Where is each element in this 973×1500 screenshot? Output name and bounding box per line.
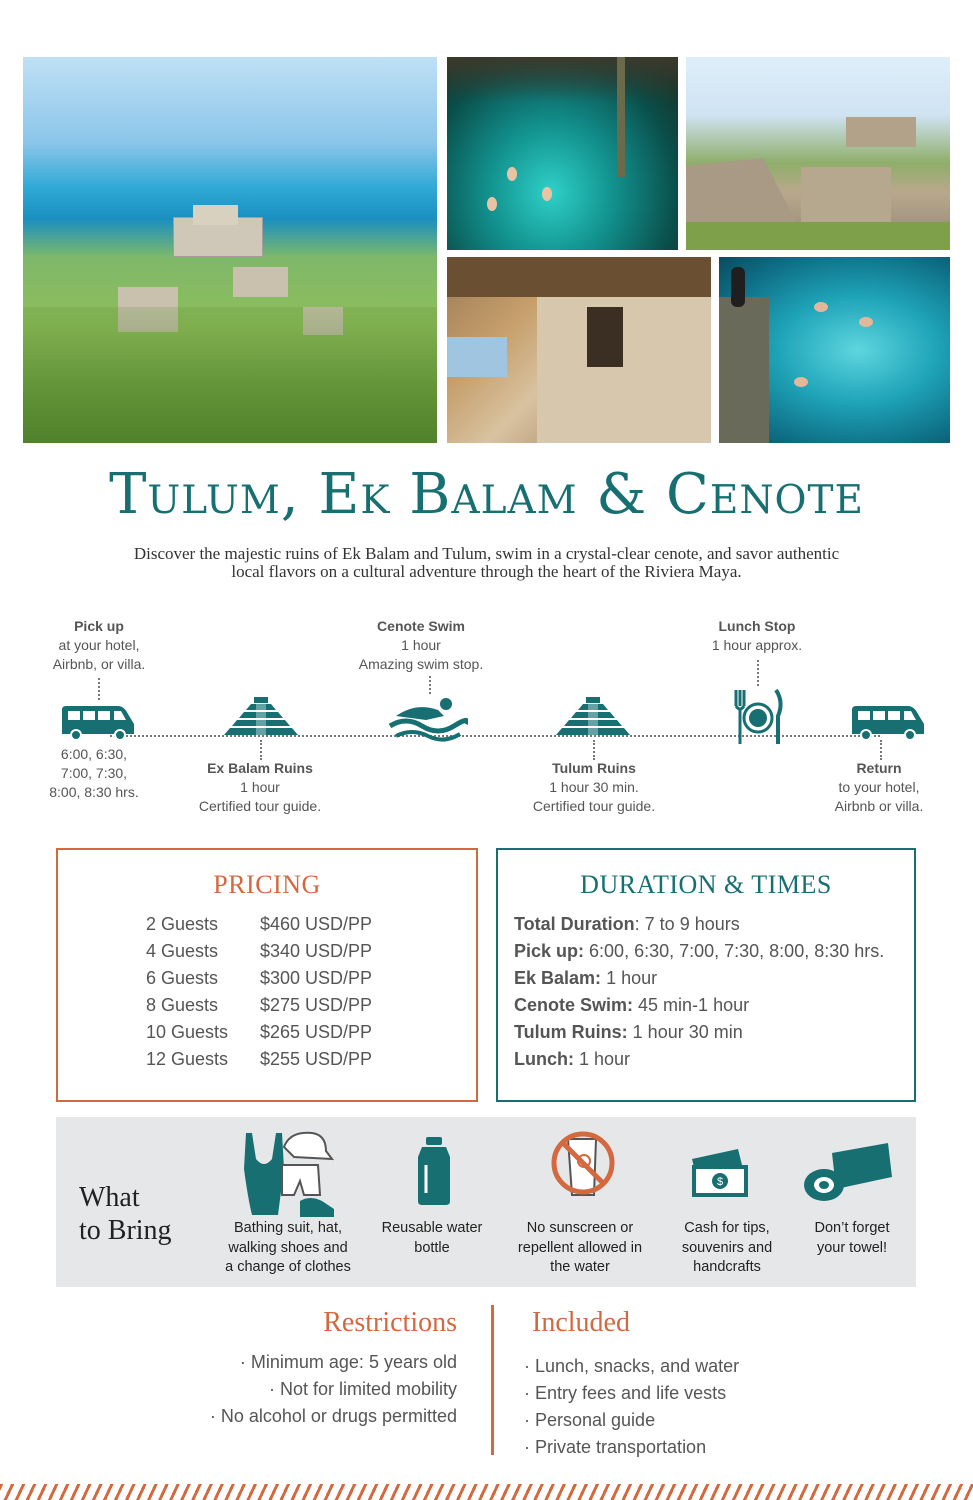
price-value: $460 USD/PP <box>260 914 373 934</box>
price-row <box>146 914 372 941</box>
water-bottle-icon <box>412 1135 456 1207</box>
bring-item <box>506 1219 654 1278</box>
pyramid-icon <box>216 697 306 737</box>
what-to-bring-title <box>79 1181 172 1247</box>
restriction-item: · No alcohol or drugs permitted <box>209 1406 457 1426</box>
cenote-title: Cenote Swim <box>377 618 465 634</box>
pickup-times-line-2: 7:00, 7:30, <box>60 765 128 781</box>
bring-item <box>670 1219 784 1278</box>
restriction-item: · Minimum age: 5 years old <box>239 1352 457 1372</box>
bring-item-line-3: a change of clothes <box>225 1259 351 1275</box>
bring-item-line-2: repellent allowed in <box>517 1239 643 1256</box>
price-guests: 10 Guests <box>146 1022 229 1042</box>
swimwear-icon <box>238 1129 338 1221</box>
duration-label: Cenote Swim: <box>514 995 634 1015</box>
duration-box <box>496 848 916 1102</box>
price-guests: 6 Guests <box>146 968 219 988</box>
decorative-border <box>0 1484 973 1500</box>
bring-item-line-2: souvenirs and <box>681 1239 773 1256</box>
pickup-line-1: at your hotel, <box>58 637 140 653</box>
ekbalam-connector <box>260 740 262 760</box>
price-guests: 8 Guests <box>146 995 219 1015</box>
duration-value: 1 hour 30 min <box>632 1022 743 1042</box>
tulum-line-1: 1 hour 30 min. <box>549 779 639 795</box>
price-row <box>146 968 372 995</box>
lunch-connector <box>757 660 759 686</box>
pyramid-icon <box>548 697 638 737</box>
duration-row <box>514 968 657 989</box>
return-title: Return <box>856 760 902 776</box>
duration-value: 1 hour <box>606 968 658 988</box>
included-item: · Personal guide <box>524 1410 656 1430</box>
restriction-item: · Not for limited mobility <box>268 1379 457 1399</box>
duration-value: 1 hour <box>579 1049 631 1069</box>
duration-label: Total Duration <box>514 914 635 934</box>
plate-cutlery-icon <box>730 688 786 746</box>
duration-label: Lunch: <box>514 1049 574 1069</box>
swimmer-icon <box>386 694 468 742</box>
bring-item-line-1: No sunscreen or <box>526 1220 634 1236</box>
ekbalam-title: Ex Balam Ruins <box>207 760 313 776</box>
duration-title: DURATION & TIMES <box>580 870 832 899</box>
pickup-times-line-3: 8:00, 8:30 hrs. <box>49 784 139 800</box>
price-row <box>146 1022 372 1049</box>
column-divider <box>491 1305 494 1455</box>
pricing-title: PRICING <box>213 870 321 899</box>
price-guests: 2 Guests <box>146 914 219 934</box>
duration-row <box>514 1022 743 1043</box>
what-to-bring-title-line-2: to Bring <box>79 1215 172 1246</box>
restrictions-title: Restrictions <box>323 1307 457 1338</box>
bring-item-line-2: your towel! <box>816 1239 888 1256</box>
page-title: Tulum, Ek Balam & Cenote <box>109 462 864 527</box>
ekbalam-label <box>180 759 340 816</box>
tulum-connector <box>593 740 595 760</box>
cenote-line-2: Amazing swim stop. <box>358 656 484 672</box>
return-line-2: Airbnb or villa. <box>834 798 924 814</box>
price-guests: 4 Guests <box>146 941 219 961</box>
what-to-bring-panel <box>56 1117 916 1287</box>
cenote-line-1: 1 hour <box>401 637 441 653</box>
ek-balam-ruins-photo <box>686 57 950 250</box>
price-guests: 12 Guests <box>146 1049 229 1069</box>
no-sunscreen-icon <box>550 1129 616 1201</box>
cenote-swimmers-photo <box>719 257 950 443</box>
subtitle-line-1: Discover the majestic ruins of Ek Balam and Tulum, swim in a crystal-clear cenote, and savor authentic <box>133 544 840 563</box>
duration-value: 6:00, 6:30, 7:00, 7:30, 8:00, 8:30 hrs. <box>589 941 885 961</box>
bring-item-line-2: walking shoes and <box>228 1239 348 1256</box>
page-subtitle <box>50 545 923 581</box>
duration-value: 45 min-1 hour <box>638 995 750 1015</box>
duration-row: Total Duration: 7 to 9 hours <box>514 914 740 934</box>
price-value: $340 USD/PP <box>260 941 373 961</box>
bring-item <box>370 1219 494 1258</box>
price-row <box>146 995 372 1022</box>
bring-item-line-1: Cash for tips, <box>684 1220 770 1236</box>
bring-item <box>792 1219 912 1258</box>
included-title: Included <box>532 1307 630 1338</box>
included-item: · Lunch, snacks, and water <box>524 1356 740 1376</box>
duration-label: Tulum Ruins: <box>514 1022 628 1042</box>
pickup-times-line-1: 6:00, 6:30, <box>60 746 128 762</box>
duration-row <box>514 995 749 1016</box>
bring-item-line-3: the water <box>550 1259 610 1275</box>
tulum-line-2: Certified tour guide. <box>532 798 656 814</box>
cenote-photo <box>447 57 678 250</box>
price-value: $275 USD/PP <box>260 995 373 1015</box>
price-row <box>146 1049 372 1076</box>
duration-row <box>514 1049 630 1070</box>
van-icon <box>58 702 138 742</box>
bring-item-line-1: Bathing suit, hat, <box>233 1220 342 1236</box>
towel-icon <box>802 1143 894 1203</box>
tulum-label <box>514 759 674 816</box>
bring-item-line-1: Reusable water <box>381 1220 483 1236</box>
pickup-title: Pick up <box>74 618 124 634</box>
pickup-connector <box>98 678 100 700</box>
pickup-label <box>20 617 178 674</box>
pricing-box <box>56 848 478 1102</box>
bring-item-line-2: bottle <box>414 1239 450 1256</box>
svg-text:$: $ <box>716 1176 724 1188</box>
duration-row <box>514 941 884 962</box>
cenote-connector <box>429 676 431 694</box>
cash-icon <box>688 1145 750 1201</box>
return-line-1: to your hotel, <box>838 779 920 795</box>
pickup-times <box>20 745 168 802</box>
ek-balam-temple-photo <box>447 257 711 443</box>
price-value: $265 USD/PP <box>260 1022 373 1042</box>
return-connector <box>880 740 882 760</box>
ekbalam-line-1: 1 hour <box>240 779 280 795</box>
price-value: $300 USD/PP <box>260 968 373 988</box>
duration-value: 7 to 9 hours <box>644 914 740 934</box>
subtitle-line-2: local flavors on a cultural adventure through the heart of the Riviera Maya. <box>231 562 742 581</box>
bring-item <box>214 1219 362 1278</box>
what-to-bring-title-line-1: What <box>79 1182 140 1213</box>
bring-item-line-3: handcrafts <box>693 1259 761 1275</box>
lunch-label <box>680 617 834 655</box>
tulum-aerial-photo <box>23 57 437 443</box>
tulum-title: Tulum Ruins <box>552 760 636 776</box>
included-item: · Private transportation <box>524 1437 707 1457</box>
bring-item-line-1: Don’t forget <box>814 1220 890 1236</box>
price-value: $255 USD/PP <box>260 1049 373 1069</box>
duration-label: Ek Balam: <box>514 968 602 988</box>
included-item: · Entry fees and life vests <box>524 1383 727 1403</box>
cenote-label <box>341 617 501 674</box>
return-label <box>808 759 950 816</box>
duration-label: Pick up: <box>514 941 585 961</box>
ekbalam-line-2: Certified tour guide. <box>198 798 322 814</box>
price-row <box>146 941 372 968</box>
lunch-title: Lunch Stop <box>718 618 796 634</box>
van-icon <box>848 702 928 742</box>
pickup-line-2: Airbnb, or villa. <box>52 656 146 672</box>
lunch-line-1: 1 hour approx. <box>711 637 803 653</box>
